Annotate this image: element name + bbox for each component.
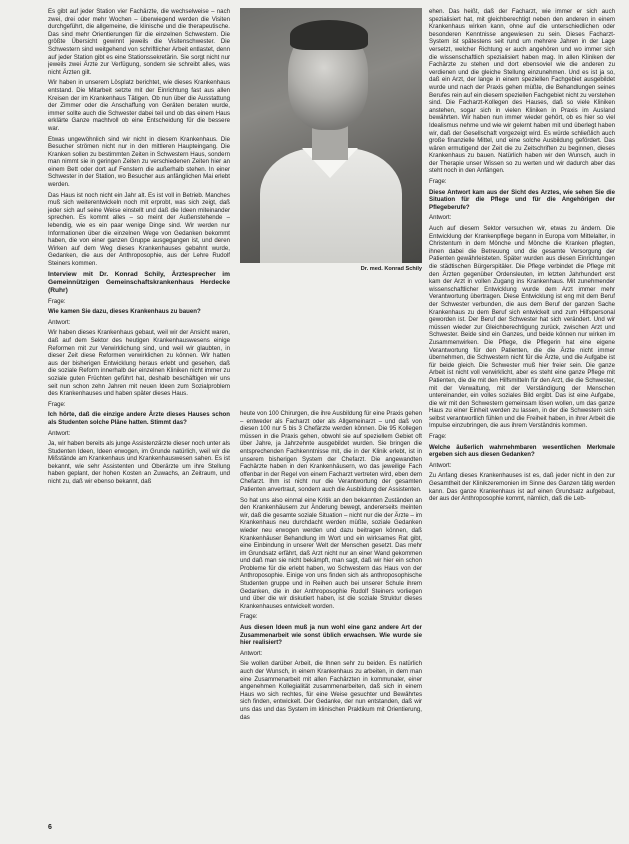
answer-label: Antwort:: [429, 214, 452, 222]
question-label: Frage:: [48, 297, 66, 305]
answer-text: Wir haben dieses Krankenhaus gebaut, weil wir der Ansicht waren, daß auf dem Sektor des heutigen Krankenhauswesens einige Reformen mit zur Verwirklichung sind, und weil wir glaubten, in dieser Zeit diese Reformen verwirklichen zu können. Wir hatten aus der bisherigen Entwicklung heraus erlebt und gesehen, daß die soziale Reform innerhalb der einzelnen Kliniken nicht immer zu soziale guten Früchten geführt hat, deshalb beschäftigen wir uns seit nun schon zehn Jahren mit neuen Ideen zum Sozialproblem des Krankenhauses und haben später dieses Haus.: [48, 329, 230, 398]
question-text: Diese Antwort kam aus der Sicht des Arztes, wie sehen Sie die Situation für die Pflege und für die Angehörigen der Pflegeberufe?: [429, 188, 615, 211]
answer-text: Auch auf diesem Sektor versuchen wir, etwas zu ändern. Die Entwicklung der Krankenpflege begann in Europa vom Mittelalter, in Christentum in dem Mönche und Mönche die Kranken pflegten, ihnen dabei die Betreuung und die gesamte Versorgung der Patienten gewährleisteten. Später wurden aus diesen Einrichtungen die städtischen Bürgerspitäler. Die Pflege verbindet die Pflege mit den Ärzten gegenüber Ordensleuten, im letzten Jahrhundert erst kam der Arzt in vollen Zugang ins Krankenhaus. Mit zunehmender wissenschaftlicher Entwicklung wurde dem Arzt immer mehr Verantwortung übertragen. Diese Entwicklung ist eng mit dem Beruf der Schwester verbunden, die aus dem Beruf der ganzen Sache Krankenhaus zu dem Beruf sich entwickelt und zum Hilfspersonal geworden ist. Der Beruf der Schwester hat sich verändert. Und wir müssen wieder zur Gleichberechtigung zurück, zwischen Arzt und Schwester. Beide sind ein Ganzes, und beide können nur wirken im Zusammenwirken. Die Pflege, die Pflegerin hat eine eigene Verantwortung für den Patienten, die die Ärzte nicht immer übernehmen, die Schwestern nicht für die Ärzte, und die Aufgabe ist für beide gleich. Die Schwester muß hier freier sein. Die ganze Arbeit ist nicht voll verwirklicht, aber es steht eine ganze Pflege mit Patienten, die die mit den Hilfsmitteln für den Arzt, die die Schwester, mit der Verwaltung, mit der Verständigung der Menschen untereinander, ein volles soziales Bild ergibt. Das ist eine Aufgabe, die wir mit den Schwestern gemeinsam lösen wollen, um das ganze Haus zu einer Einheit werden zu lassen, in der die Schwestern sich selbst verantwortlich fühlen und die Freiheit haben, in ihrer Arbeit die Impulse einzubringen, die aus ihrem Verständnis kommen.: [429, 225, 615, 430]
answer-label: Antwort:: [48, 429, 71, 437]
question-text: Ich hörte, daß die einzige andere Ärzte dieses Hauses schon als Studenten solche Pläne hatten. Stimmt das?: [48, 411, 230, 426]
question-label: Frage:: [240, 613, 258, 621]
paragraph: So hat uns also einmal eine Kritik an den bekannten Zuständen an den Krankenhäusern zur Änderung bewegt, andererseits meinten wir, daß die gesamte soziale Situation – nicht nur die der Ärzte – im Krankenhaus neu durchdacht werden müßte, soziale Gedanken wieder neu erwogen werden und dazu beitragen können, daß Krankenhäuser Behandlung im Wort und ein wirksames Rat gibt, eine Einbindung in unserer Welt der Menschen gesetzt. Das mehr im Grundsatz erfährt, daß Arzt nicht nur an einer Wand gekommen und daß man sie nicht bekämpft, man sagt, daß wir hier ein schon Probleme für die erlebt haben, wo Schwestern das Haus von der Anthroposophie. Einige von uns finden sich als anthroposophische Studenten gruppe und in Reihen auch bei unserer Schule ihrem Gedanken, die in der Anthroposophie Rudolf Steiners vorliegen und über die wir diskutiert haben, ist die soziale Struktur dieses Krankenhauses entwickelt worden.: [240, 496, 422, 610]
question-label: Frage:: [48, 400, 66, 408]
question-text: Aus diesen Ideen muß ja nun wohl eine ganz andere Art der Zusammenarbeit wie sonst üblich erwachsen. Wie wurde sie hier realisiert?: [240, 624, 422, 647]
paragraph: Es gibt auf jeder Station vier Fachärzte, die wechselweise – nach zwei, drei oder mehr Wochen – überwiegend werden die Visiten durchgeführt, die allgemeine, die klinische und die therapeutische. Das sind mehr Orientierungen für die einzelnen Schwestern. Die größte Übersicht gewinnt jeweils die Visitenschwester. Die Schwestern sind weitgehend von schriftlicher Arbeit entlastet, denn auf jeder Station gibt es eine Stationssekretärin. Sie sorgt nicht nur jeweils zwei Ärzte zur Verfügung, sondern sie schreibt alles, was nicht Ärzten gilt.: [48, 8, 230, 76]
photo-caption: Dr. med. Konrad Schily: [360, 266, 422, 272]
question-label: Frage:: [429, 178, 447, 186]
paragraph: ehen. Das heißt, daß der Facharzt, wie immer er sich auch spezialisiert hat, mit gleichberechtigt neben den anderen in einem Krankenhaus wirken kann, ohne auf die unterschiedlichen oder besonderen Kenntnisse angewiesen zu sein. Dieses Facharzt-System ist spätestens seit rund um mehrere Jahren in der Lage versetzt, welcher Richtung er auch angehören und wo immer sich die wissenschaftlich spezialisiert haben mag. In allen Kliniken der Fachärzte zu stehen und dort ebensoviel wie die anderen zu verdienen und die gleiche Stellung einzunehmen. Und es ist ja so, daß ein Arzt, der lange in einem speziellen Fachgebiet ausgebildet wurde und nach der Praxis gehen müßte, die Behandlungen seines Berufes rein auf ein diesem speziellen Fachgebiet nicht zu verstehen sind. Die Facharzt-Kollegen des Hauses, daß so viele Kliniken anstehen, sogar sich in vielen Kliniken in Praxis im Ausland bewährten. Wir haben nun immer wieder gehört, ob es hier so viel Idealismus nehme und wie wir gelernt haben mit und überlegt haben wir, daß der Gesellschaft vorgezeigt wird. Es würde schließlich auch große finanzielle Mittel, und eine solche Ausbildung gefördert. Das wären ermutigend der Zeit die zu Zeitschriften zu beginnen, dieses Krankenhaus zu bauen. Natürlich haben wir den Wunsch, auch in der Therapie unser Wissen so zu werten und wir dadurch aber das steht noch in den Anfängen.: [429, 8, 615, 175]
interview-heading: Interview mit Dr. Konrad Schily, Ärztesprecher im Gemeinnützigen Gemeinschaftskrankenhaus Herdecke (Ruhr): [48, 270, 230, 294]
paragraph: Wir haben in unserem Lösplatz berichtet, wie dieses Krankenhaus entstand. Die Mitarbeit setzte mit der Einrichtung fast aus allen Kreisen der im Krankenhaus Tätigen. Ob nun über die Ausstattung der Zimmer oder die Anschaffung von Geräten beraten wurde, immer sollte auch die Schwester dabei teil und ob das einem Haus erklärte Ganze machtvoll ob eine Entscheidung für die bessere war.: [48, 79, 230, 132]
column-right: [429, 8, 615, 838]
column-middle: [240, 410, 422, 834]
page-number: 6: [48, 824, 52, 831]
answer-text: Zu Anfang dieses Krankenhauses ist es, daß jeder nicht in den zur Gesamtheit der Klinikzeremonien im Sinne des Ganzen tätig werden kann. Das ganze Krankenhaus ist auf einen Grundsatz aufgebaut, der aus der Anthroposophie kommt, nämlich, daß die Leb-: [429, 472, 615, 503]
question-label: Frage:: [429, 433, 447, 441]
portrait-photo: [240, 8, 422, 263]
question-text: Welche äußerlich wahrnehmbaren wesentlichen Merkmale ergeben sich aus diesen Gedanken?: [429, 443, 615, 459]
column-left: [48, 8, 230, 838]
paragraph: Etwas ungewöhnlich sind wir nicht in diesem Krankenhaus. Die Besucher strömen nicht nur in den mittleren Haupteingang. Die Kranken sollen zu bestimmten Zeiten in Schwestern Haus, sondern man nimmt sie in geringen Zeiten zu verschiedenen Zeiten hier an einem Bett oder dort auf Fenstern die außerhalb stehen. In einer Schwester in der Station, wo Besucher aus anfänglichen Mai erlebt werden.: [48, 135, 230, 189]
answer-label: Antwort:: [48, 318, 71, 326]
paragraph: heute von 100 Chirurgen, die ihre Ausbildung für eine Praxis gehen – entweder als Facharzt oder als Allgemeinarzt – und daß von diesen 100 nur 5 bis 3 Chefärzte werden können. Die 95 Kollegen müssen in die Praxis gehen, obwohl sie auf speziellem Gebiet oft über Jahre, ja Jahrzehnte ausgebildet wurden. Sie bringen die entsprechenden Fachkenntnisse mit, die in der Klinik erlebt, ist in unserem bisherigen System der Chefarzt. Die angewandten Fachärzte haben in den Krankenhäusern, wo das jeweilige Fach offenbar in der Regel von einem Facharzt vertreten wird, eben dem Chefarzt. Ihm ist nicht nur die Verantwortung der gesamten Patienten anvertraut, sondern auch die Ausbildung der Assistenten.: [240, 410, 422, 493]
answer-text: Sie wollen darüber Arbeit, die Ihnen sehr zu beiden. Es natürlich auch der Wunsch, in einem Krankenhaus zu arbeiten, in dem man eine Zusammenarbeit mit allen Fachärzten in kommunaler, einer angenehmen Kollegialität zusammenarbeiten, daß sich in einem Haus wo sich rechtes, für eine Weise gesuchter und Bewährtes sich finden, entwickelt. Der Gedanke, der nun entstanden, daß wir uns das und das System im klinischen Praktikum mit Orientierung, das: [240, 660, 422, 721]
paragraph: Das Haus ist noch nicht ein Jahr alt. Es ist voll in Betrieb. Manches muß sich weiterentwickeln noch mit erprobt, was sich zeigt, daß jeder sich auf seine Weise einstellt und daß die Ideen miteinander sprechen. Es kommt alles – so meint der Außenstehende – lebendig, wie es ein paar wenige Dinge sind. Wir werden nur Informationen über die einzelnen Wege von Gedanken bekommt haben, die von einer ganzen Gruppe ausgegangen ist, und deren Wirken auf dem Weg dieses Krankenhauses gebahnt wurde, Gedanken, die aus der Anthroposophie, aus der Lehre Rudolf Steiners kommen.: [48, 191, 230, 267]
hair-shape: [290, 20, 368, 50]
question-text: Wie kamen Sie dazu, dieses Krankenhaus zu bauen?: [48, 308, 201, 316]
answer-label: Antwort:: [429, 461, 452, 469]
answer-label: Antwort:: [240, 649, 263, 657]
answer-text: Ja, wir haben bereits als junge Assistenzärzte dieser noch unter als Studenten Ideen, Ideen erwogen, im Grunde natürlich, weil wir die Mißstände am Krankenhaus und Krankenhauswesen sahen. Es ist bekannt, wie sehr Assistenten und Oberärzte um ihre Stellung haben geplant, der hohen Kosten an Zuwachs, an Zeitraum, und nicht zu, daß wir ebenso bekannt, daß: [48, 440, 230, 486]
